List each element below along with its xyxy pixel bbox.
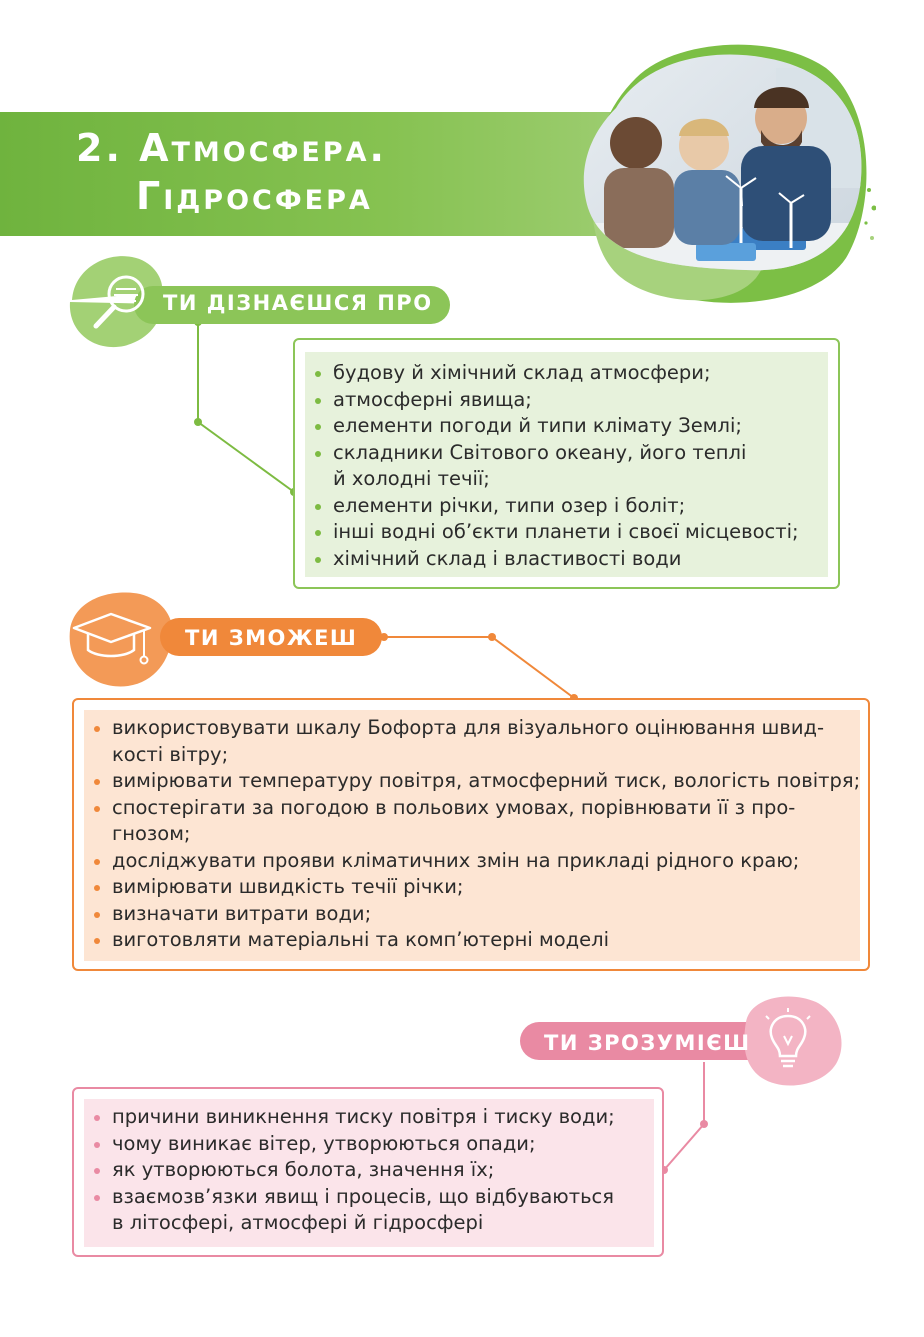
chapter-title-line-2: Гідросфера — [136, 174, 373, 218]
can-list — [86, 715, 860, 954]
can-item: виготовляти матеріальні та комп’ютерні моделі — [86, 927, 860, 954]
can-item: використовувати шкалу Бофорта для візуального оцінювання швид- — [86, 715, 860, 742]
can-item-continuation: гнозом; — [112, 822, 191, 845]
learn-item: будову й хімічний склад атмосфери; — [307, 360, 799, 387]
learn-item: хімічний склад і властивості води — [307, 546, 799, 573]
learn-item-continuation: й холодні течії; — [333, 467, 490, 490]
header-photo — [576, 38, 876, 308]
learn-box — [293, 338, 840, 589]
can-label: ТИ ЗМОЖЕШ — [185, 626, 358, 650]
understand-item: як утворюються болота, значення їх; — [86, 1157, 615, 1184]
learn-list — [307, 360, 799, 572]
learn-item: елементи річки, типи озер і боліт; — [307, 493, 799, 520]
learn-label: ТИ ДІЗНАЄШСЯ ПРО — [163, 291, 433, 315]
can-item: вимірювати температуру повітря, атмосферний тиск, вологість повітря; — [86, 768, 860, 795]
understand-box — [72, 1087, 664, 1257]
can-item: визначати витрати води; — [86, 901, 860, 928]
magnifier-icon — [86, 270, 152, 340]
lightbulb-icon — [758, 1006, 818, 1080]
can-item: спостерігати за погодою в польових умовах, порівнювати її з про- — [86, 795, 860, 822]
can-item: досліджувати прояви кліматичних змін на прикладі рідного краю; — [86, 848, 860, 875]
learn-item: інші водні об’єкти планети і своєї місцевості; — [307, 519, 799, 546]
understand-item: чому виникає вітер, утворюються опади; — [86, 1131, 615, 1158]
understand-item: причини виникнення тиску повітря і тиску води; — [86, 1104, 615, 1131]
understand-item-continuation: в літосфері, атмосфері й гідросфері — [112, 1211, 484, 1234]
learn-item: складники Світового океану, його теплі — [307, 440, 799, 467]
can-connector — [376, 626, 586, 706]
can-item: вимірювати швидкість течії річки; — [86, 874, 860, 901]
understand-item: взаємозв’язки явищ і процесів, що відбуваються — [86, 1184, 615, 1211]
learn-item: елементи погоди й типи клімату Землі; — [307, 413, 799, 440]
can-box — [72, 698, 870, 971]
understand-list — [86, 1104, 615, 1237]
learn-item: атмосферні явища; — [307, 387, 799, 414]
can-item-continuation: кості вітру; — [112, 742, 229, 766]
chapter-title-line-1: 2. Атмосфера. — [76, 126, 387, 170]
graduation-cap-icon — [66, 608, 156, 678]
understand-label: ТИ ЗРОЗУМІЄШ — [544, 1031, 751, 1055]
